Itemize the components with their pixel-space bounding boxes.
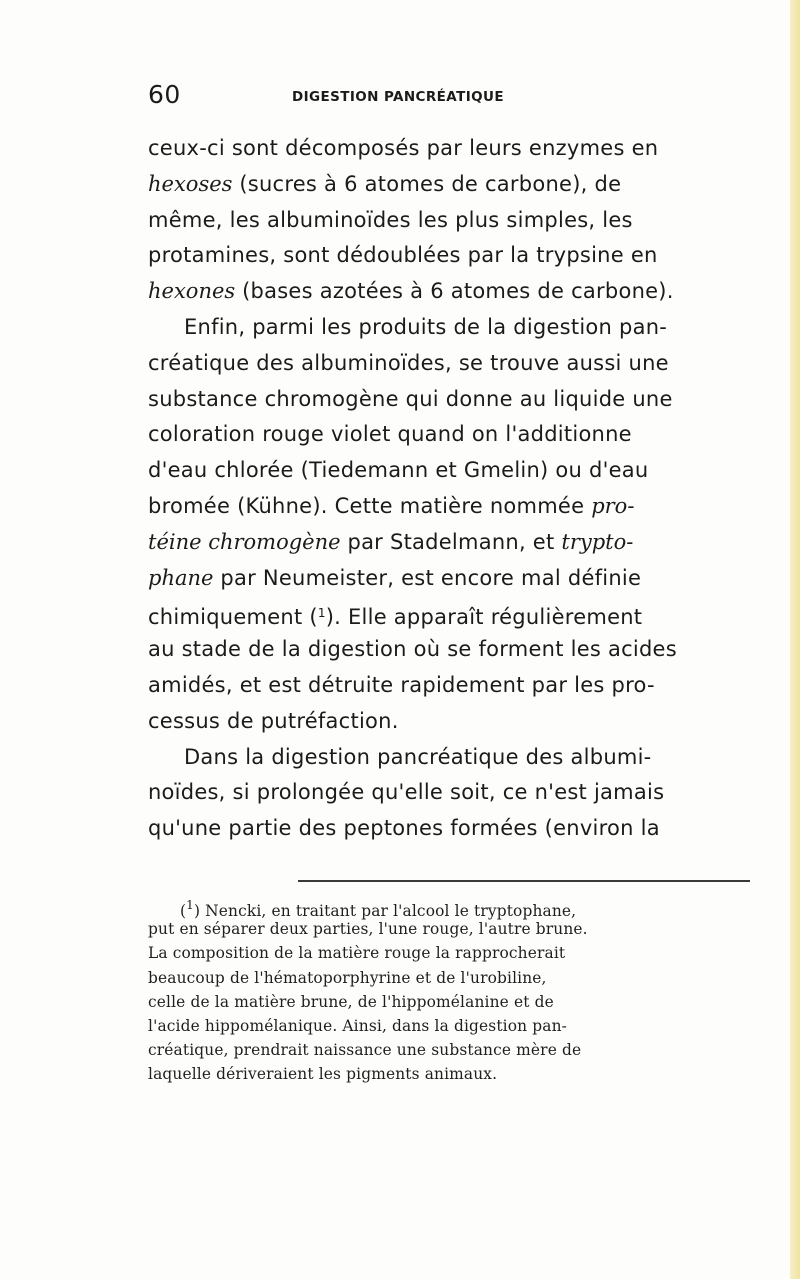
footnote <box>148 893 748 1087</box>
italic-term: phane <box>148 565 214 590</box>
text-line: créatique des albuminoïdes, se trouve aussi une <box>148 350 669 375</box>
page-number: 60 <box>148 80 181 109</box>
footnote-line: ($^1$) Nencki, en traitant par l'alcool le tryptophane, <box>180 898 577 920</box>
footnote-divider <box>298 880 750 882</box>
italic-term: trypto- <box>561 529 634 554</box>
italic-term: pro- <box>591 493 635 518</box>
text-line: coloration rouge violet quand on l'additionne <box>148 422 632 447</box>
text-line: Dans la digestion pancréatique des albumi- <box>184 744 652 769</box>
text-line: au stade de la digestion où se forment les acides <box>148 637 677 662</box>
text-line: protamines, sont dédoublées par la trypsine en <box>148 243 658 268</box>
page-edge <box>790 0 800 1279</box>
footnote-line: beaucoup de l'hématoporphyrine et de l'urobiline, <box>148 968 547 987</box>
body-text <box>148 131 750 847</box>
italic-term: hexones <box>148 279 236 304</box>
footnote-ref: 1 <box>317 606 326 621</box>
text-line: bromée (Kühne). Cette matière nommée pro- <box>148 493 635 518</box>
text-line: qu'une partie des peptones formées (environ la <box>148 816 660 841</box>
text-line: substance chromogène qui donne au liquide une <box>148 386 673 411</box>
text-line: amidés, et est détruite rapidement par les pro- <box>148 672 655 697</box>
text-line: hexones (bases azotées à 6 atomes de carbone). <box>148 279 674 304</box>
footnote-line: put en séparer deux parties, l'une rouge, l'autre brune. <box>148 920 588 939</box>
text-line: noïdes, si prolongée qu'elle soit, ce n'est jamais <box>148 780 665 805</box>
italic-term: téine chromogène <box>148 529 341 554</box>
footnote-line: créatique, prendrait naissance une substance mère de <box>148 1041 582 1060</box>
footnote-line: laquelle dériveraient les pigments animaux. <box>148 1065 498 1084</box>
text-line: même, les albuminoïdes les plus simples, les <box>148 207 633 232</box>
text-line: phane par Neumeister, est encore mal définie <box>148 565 642 590</box>
text-line: téine chromogène par Stadelmann, et trypto- <box>148 529 634 554</box>
text-line: d'eau chlorée (Tiedemann et Gmelin) ou d'eau <box>148 458 649 483</box>
text-line: Enfin, parmi les produits de la digestion pan- <box>184 314 668 339</box>
footnote-marker: 1 <box>186 898 194 912</box>
text-line: hexoses (sucres à 6 atomes de carbone), de <box>148 171 622 196</box>
page-header <box>148 80 748 116</box>
footnote-line: La composition de la matière rouge la rapprocherait <box>148 944 566 963</box>
text-line: chimiquement ($^1$). Elle apparaît régulièrement <box>148 605 643 630</box>
italic-term: hexoses <box>148 171 233 196</box>
footnote-line: celle de la matière brune, de l'hippomélanine et de <box>148 992 554 1011</box>
running-title: DIGESTION PANCRÉATIQUE <box>292 89 504 105</box>
footnote-line: l'acide hippomélanique. Ainsi, dans la digestion pan- <box>148 1016 567 1035</box>
text-line: ceux-ci sont décomposés par leurs enzymes en <box>148 136 659 160</box>
text-line: cessus de putréfaction. <box>148 708 399 733</box>
